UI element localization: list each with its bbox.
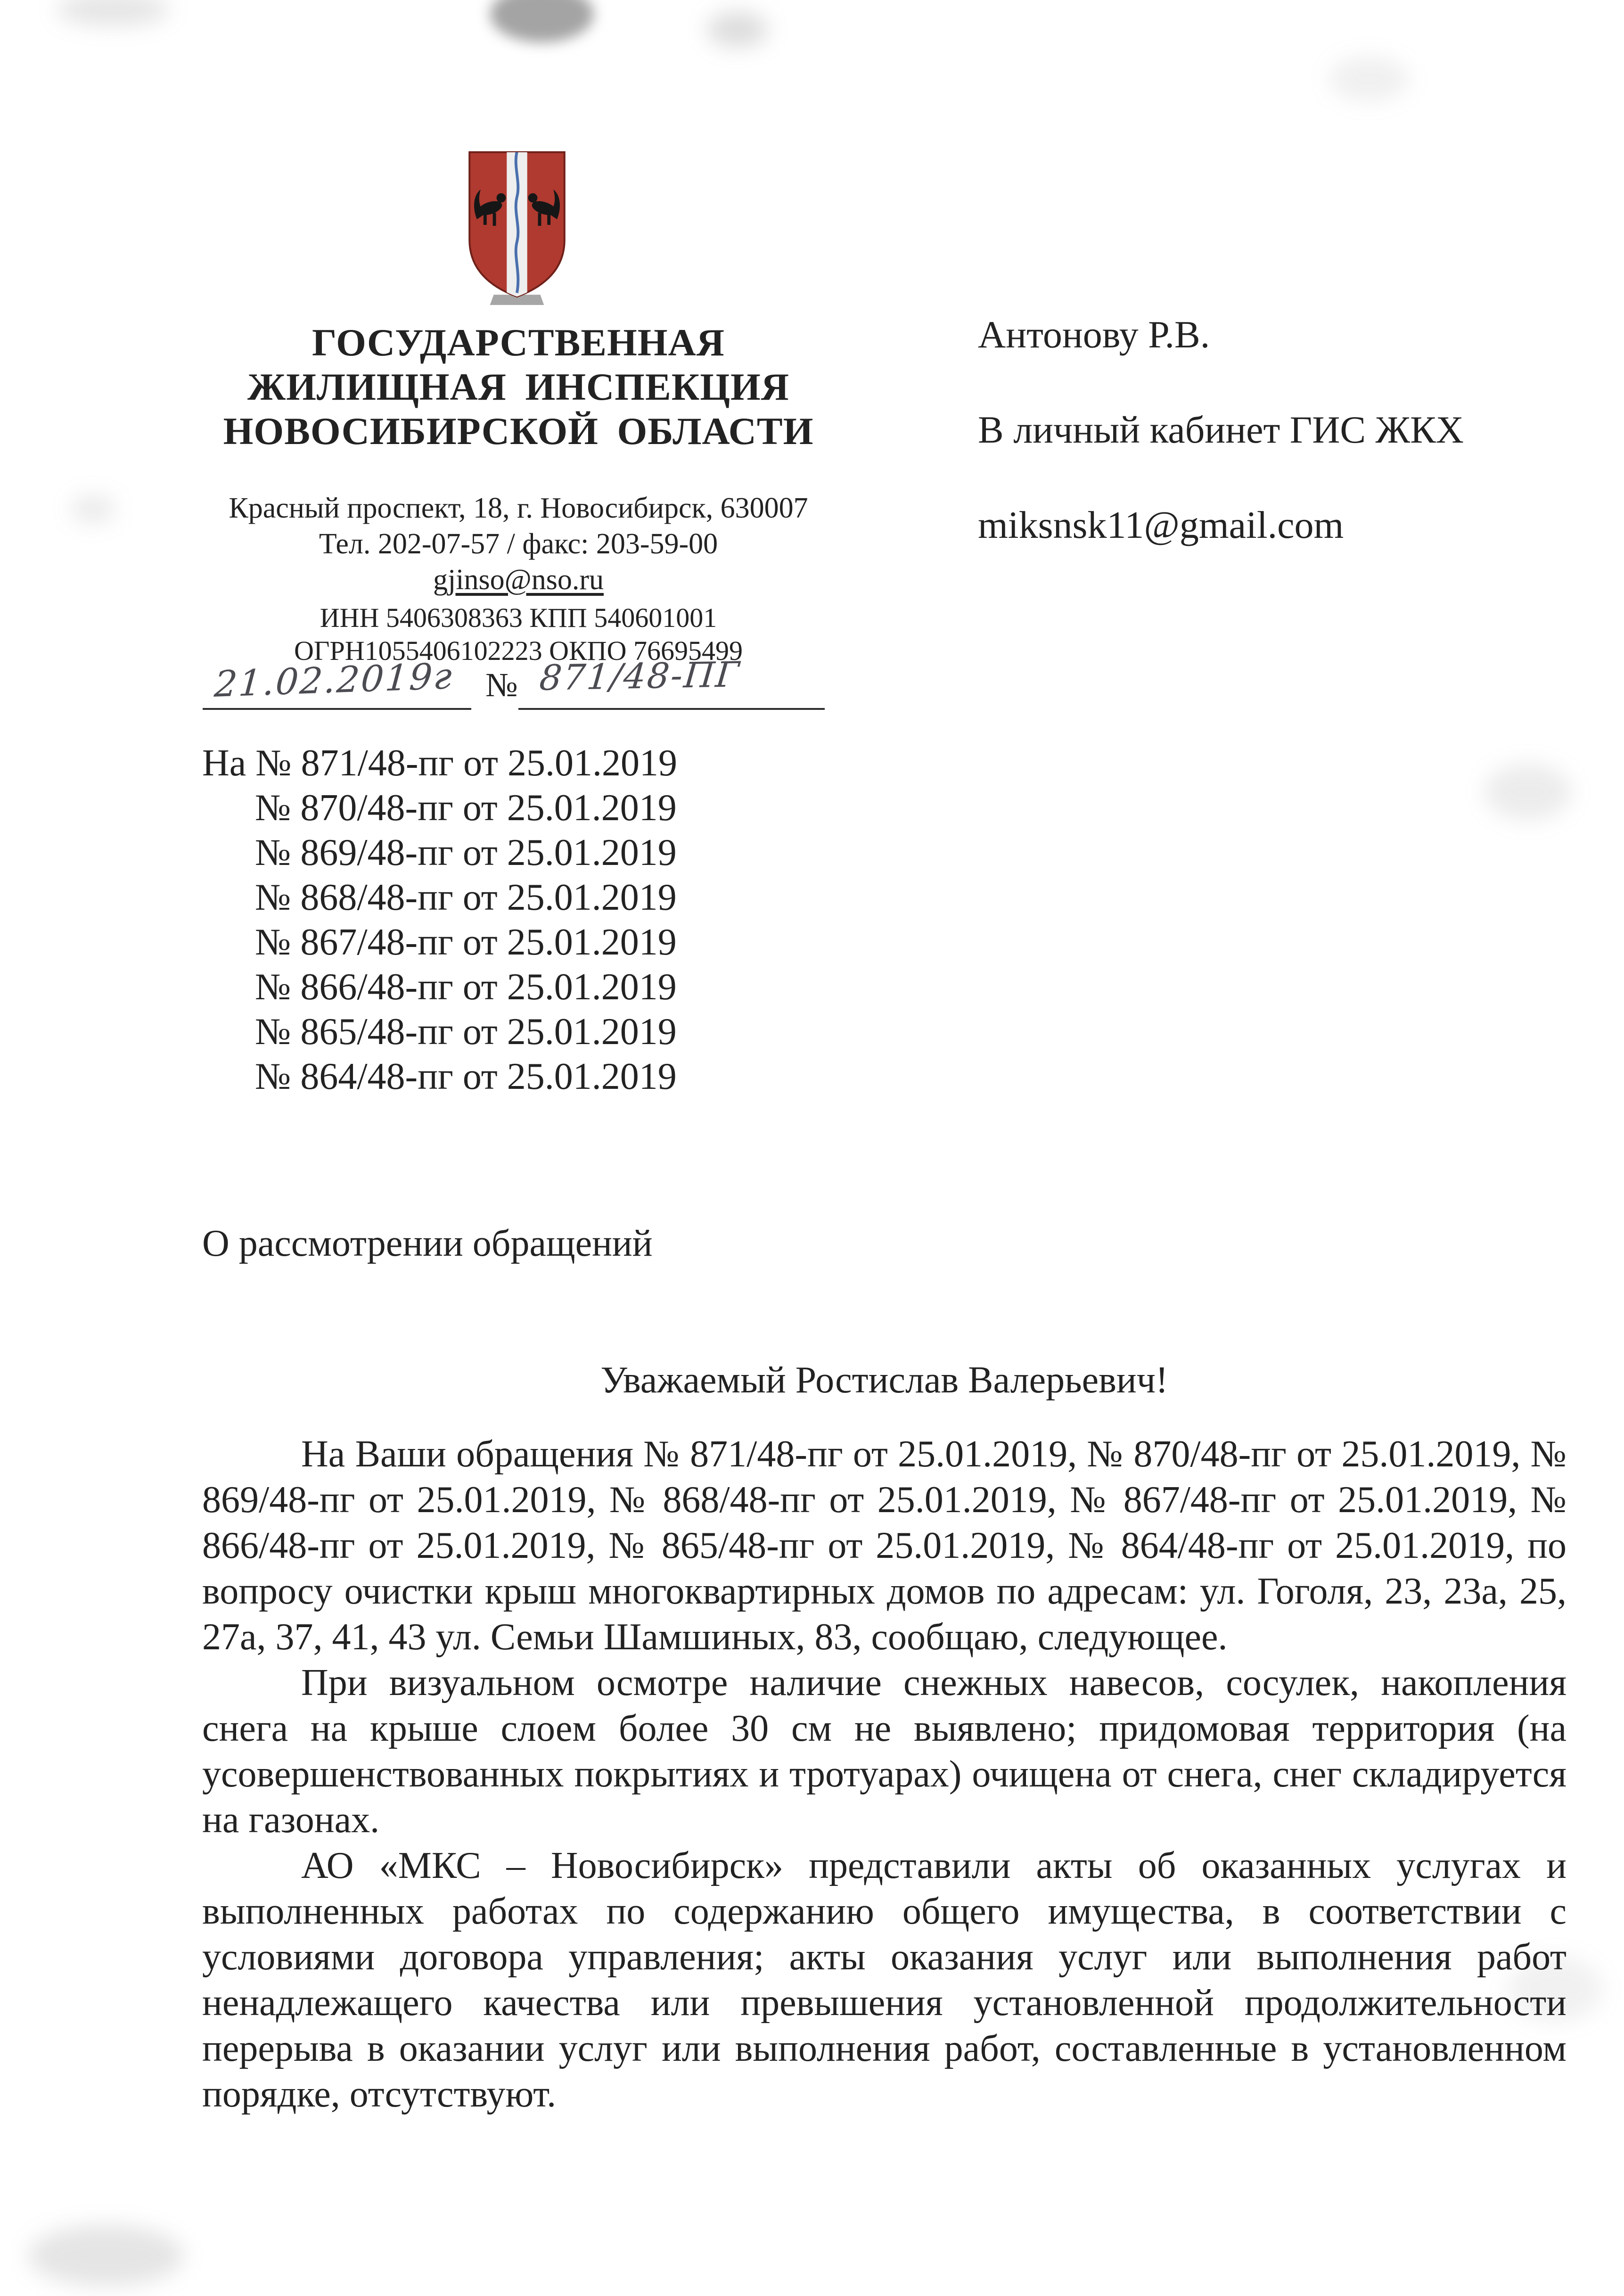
scan-smudge xyxy=(57,0,170,26)
date-underline xyxy=(203,708,471,710)
org-inn-kpp: ИНН 5406308363 КПП 540601001 xyxy=(320,602,717,633)
letter-body xyxy=(202,1358,1567,2117)
reference-item: № 864/48-пг от 25.01.2019 xyxy=(255,1056,677,1097)
salutation: Уважаемый Ростислав Валерьевич! xyxy=(600,1359,1168,1401)
org-name xyxy=(156,321,881,453)
recipient-name: Антонову Р.В. xyxy=(978,313,1210,356)
scan-smudge xyxy=(1485,764,1572,820)
reference-item: На № 871/48-пг от 25.01.2019 xyxy=(202,742,678,784)
org-ogrn-okpo: ОГРН1055406102223 ОКПО 76695499 xyxy=(294,635,743,666)
recipient-delivery: В личный кабинет ГИС ЖКХ xyxy=(978,408,1464,451)
org-name-line: ЖИЛИЩНАЯ ИНСПЕКЦИЯ xyxy=(247,365,789,408)
letterhead xyxy=(156,321,881,667)
reference-list xyxy=(202,741,677,1099)
reference-item: № 868/48-пг от 25.01.2019 xyxy=(255,877,677,918)
subject-line: О рассмотрении обращений xyxy=(202,1223,653,1264)
reference-item: № 866/48-пг от 25.01.2019 xyxy=(255,966,677,1008)
reference-item: № 870/48-пг от 25.01.2019 xyxy=(255,787,677,829)
org-registration-block xyxy=(156,601,881,667)
scan-smudge xyxy=(71,495,115,523)
scan-smudge xyxy=(1329,57,1409,101)
body-paragraph: На Ваши обращения № 871/48-пг от 25.01.2019, № 870/48-пг от 25.01.2019, № 869/48-пг от 25.01.2019, № 868/48-пг от 25.01.2019, № 867/48-пг от 25.01.2019, № 866/48-пг от 25.01.2019, № 865/48-пг от 25.01.2019, № 864/48-пг от 25.01.2019, по вопросу очистки крыш многоквартирных домов по адресам: ул. Гоголя, 23, 23а, 25, 27а, 37, 41, 43 ул. Семьи Шамшиных, 83, сообщаю, следующее. xyxy=(202,1433,1567,1658)
handwritten-date: 21.02.2019г xyxy=(213,655,455,705)
handwritten-number: 871/48-ПГ xyxy=(538,654,742,699)
number-underline xyxy=(518,708,825,710)
recipient-email: miksnsk11@gmail.com xyxy=(978,503,1344,546)
scan-smudge xyxy=(707,12,768,47)
org-phone: Тел. 202-07-57 / факс: 203-59-00 xyxy=(319,528,718,560)
number-sign: № xyxy=(485,666,518,704)
org-name-line: НОВОСИБИРСКОЙ ОБЛАСТИ xyxy=(223,410,814,453)
body-paragraph: АО «МКС – Новосибирск» представили акты об оказанных услугах и выполненных работах по содержанию общего имущества, в соответствии с условиями договора управления; акты оказания услуг или выполнения работ ненадлежащего качества или превышения установленной продолжительности перерыва в оказании услуг или выполнения работ, составленные в установленном порядке, отсутствуют. xyxy=(202,1845,1567,2115)
org-address: Красный проспект, 18, г. Новосибирск, 630007 xyxy=(229,492,808,524)
org-contact-block xyxy=(156,490,881,598)
scan-smudge xyxy=(28,2225,184,2286)
org-email: gjinso@nso.ru xyxy=(433,564,604,596)
reference-item: № 869/48-пг от 25.01.2019 xyxy=(255,832,677,873)
coat-of-arms-graphic xyxy=(459,148,574,307)
scan-smudge xyxy=(490,0,594,42)
org-name-line: ГОСУДАРСТВЕННАЯ xyxy=(312,321,725,364)
reference-item: № 865/48-пг от 25.01.2019 xyxy=(255,1011,677,1053)
body-paragraph: При визуальном осмотре наличие снежных навесов, сосулек, накопления снега на крыше слоем более 30 см не выявлено; придомовая территория (на усовершенствованных покрытиях и тротуарах) очищена от снега, снег складируется на газонах. xyxy=(202,1662,1567,1841)
reference-item: № 867/48-пг от 25.01.2019 xyxy=(255,922,677,963)
recipient-block xyxy=(978,311,1464,549)
coat-of-arms xyxy=(459,148,574,307)
